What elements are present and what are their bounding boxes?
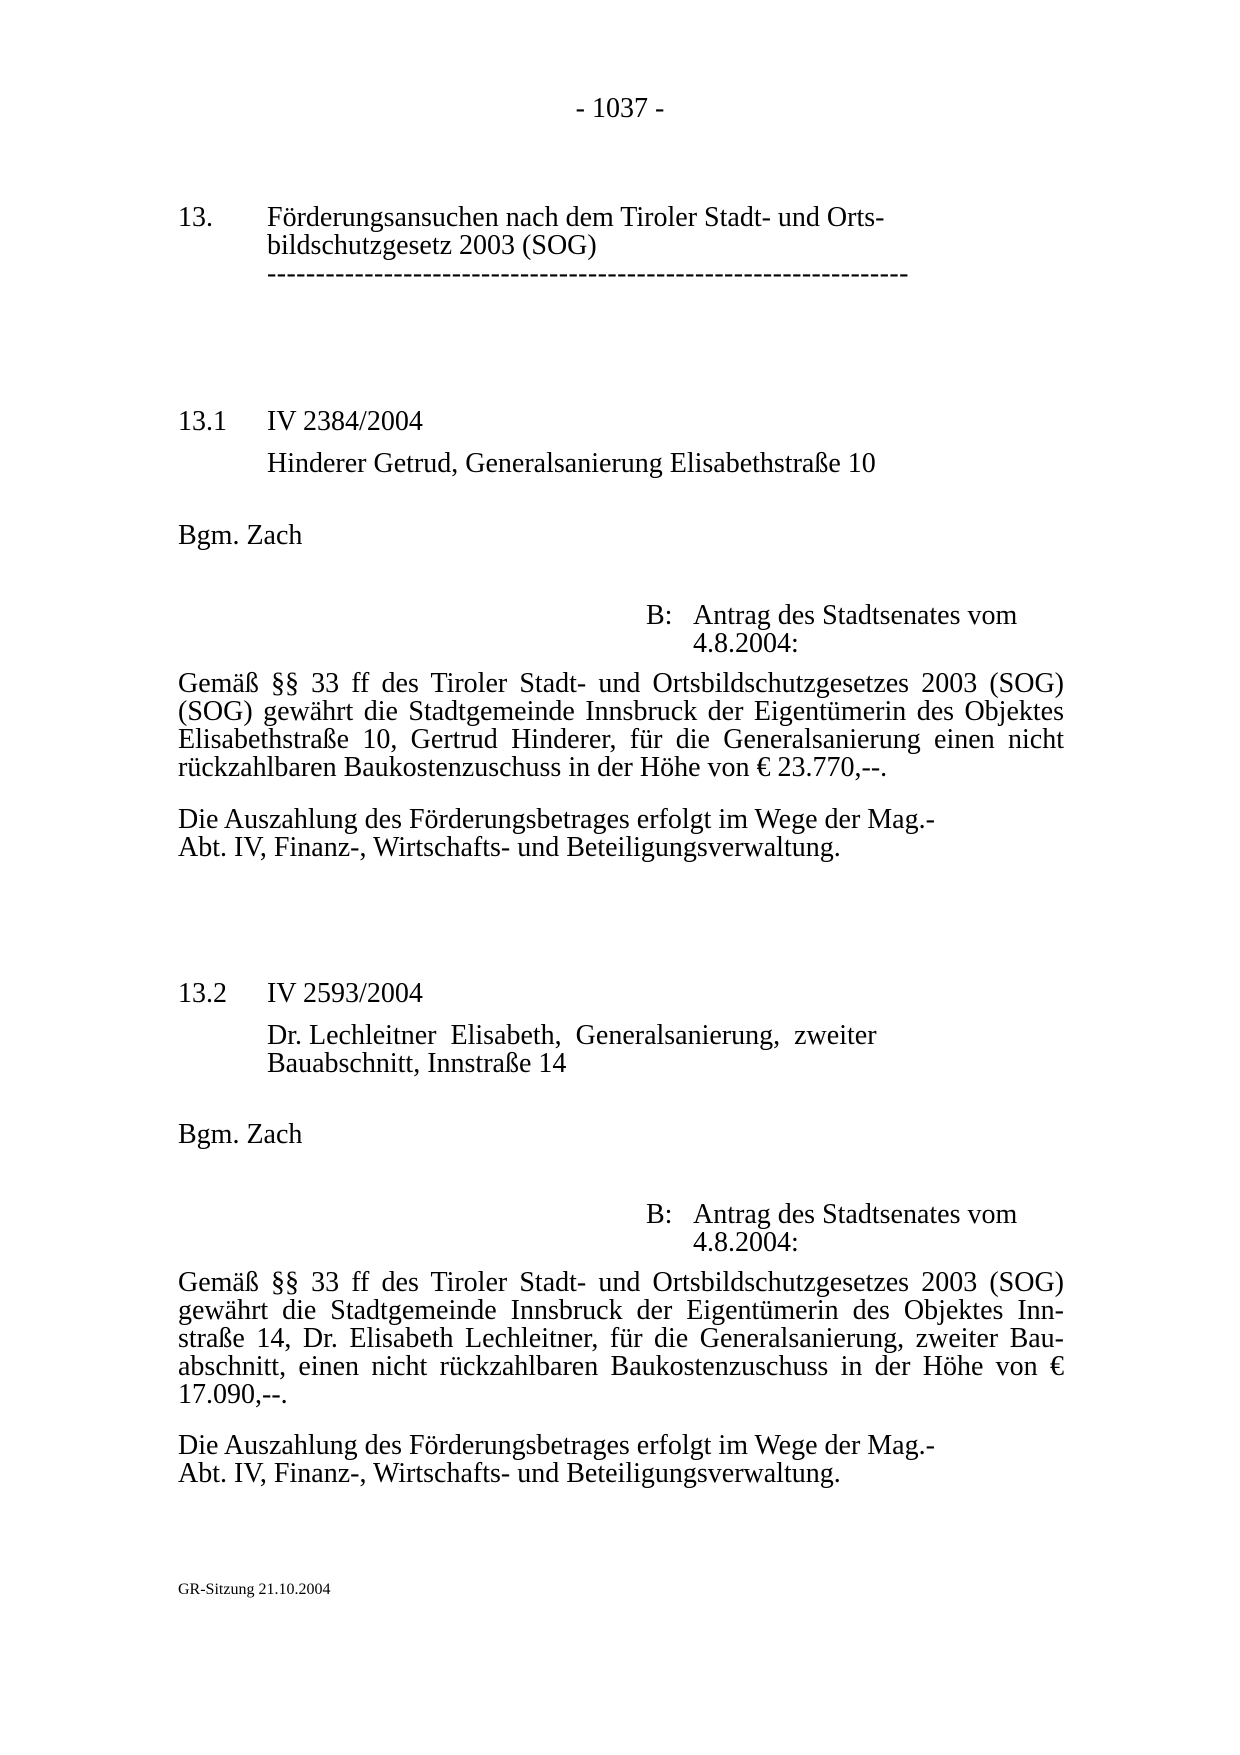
resolution-text: Gemäß §§ 33 ff des Tiroler Stadt- und Ortsbildschutzgesetzes 2003 (SOG) (SOG) gewährt die Stadtgemeinde Innsbruck der Eigentümerin des Objektes Elisabethstraße 10, Gertrud Hinderer, für die Generalsanierung einen nicht rückzahlbaren Baukostenzuschuss in der Höhe von € 23.770,--. <box>178 668 1064 783</box>
item-file-ref: IV 2384/2004 <box>267 406 423 437</box>
resolution-text: Gemäß §§ 33 ff des Tiroler Stadt- und Ortsbildschutzgesetzes 2003 (SOG) gewährt die Stadtgemeinde Innsbruck der Eigentümerin des Objektes Innstraße 14, Dr. Elisabeth Lechleitner, für die Generalsanierung, zweiter Bauabschnitt, einen nicht rückzahlbaren Baukostenzuschuss in der Höhe von € 17.090,--. <box>178 1267 1064 1410</box>
item-subject-line2: Bauabschnitt, Innstraße 14 <box>267 1048 567 1079</box>
item-speaker: Bgm. Zach <box>178 1119 303 1150</box>
payment-line2: Abt. IV, Finanz-, Wirtschafts- und Beteiligungsverwaltung. <box>178 1458 841 1489</box>
motion-label: B: <box>646 600 673 631</box>
payment-line2: Abt. IV, Finanz-, Wirtschafts- und Beteiligungsverwaltung. <box>178 832 841 863</box>
motion-line2: 4.8.2004: <box>693 1227 799 1258</box>
footer-text: GR-Sitzung 21.10.2004 <box>178 1581 331 1598</box>
item-subject-line1: Dr. Lechleitner Elisabeth, Generalsanierung, zweiter <box>267 1020 877 1051</box>
item-speaker: Bgm. Zach <box>178 520 303 551</box>
item-number: 13.2 <box>178 978 227 1009</box>
item-file-ref: IV 2593/2004 <box>267 978 423 1009</box>
section-title-line1: Förderungsansuchen nach dem Tiroler Stadt- und Orts- <box>267 202 885 233</box>
payment-line1: Die Auszahlung des Förderungsbetrages erfolgt im Wege der Mag.- <box>178 804 935 835</box>
motion-label: B: <box>646 1199 673 1230</box>
motion-line1: Antrag des Stadtsenates vom <box>693 1199 1018 1230</box>
section-number: 13. <box>178 202 213 233</box>
section-underline: ------------------------------------------------------------------ <box>267 258 909 289</box>
page-number: - 1037 - <box>575 93 665 124</box>
motion-line1: Antrag des Stadtsenates vom <box>693 600 1018 631</box>
section-title-line2: bildschutzgesetz 2003 (SOG) <box>267 230 597 261</box>
item-number: 13.1 <box>178 406 227 437</box>
payment-line1: Die Auszahlung des Förderungsbetrages erfolgt im Wege der Mag.- <box>178 1430 935 1461</box>
item-subject-line1: Hinderer Getrud, Generalsanierung Elisabethstraße 10 <box>267 448 876 479</box>
motion-line2: 4.8.2004: <box>693 628 799 659</box>
